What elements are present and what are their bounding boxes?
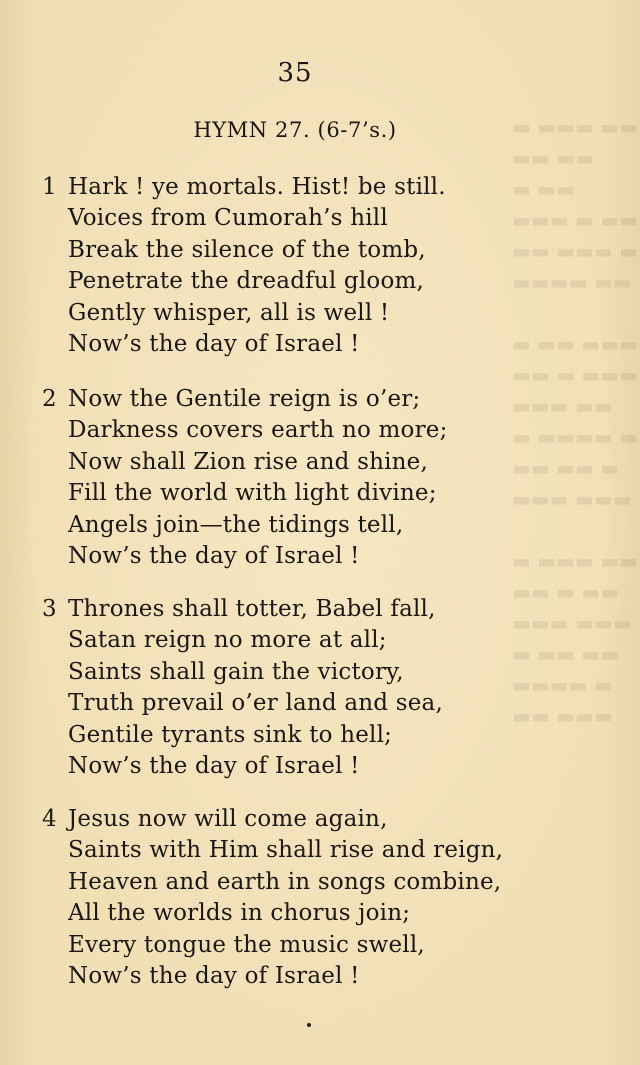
verse-line: Satan reign no more at all; (68, 627, 387, 653)
ink-speck (307, 1023, 311, 1027)
verse-line: Jesus now will come again, (68, 806, 388, 832)
verse-line: Every tongue the music swell, (68, 932, 425, 958)
verse-line: Now the Gentile reign is o’er; (68, 386, 421, 412)
verse-line: Truth prevail o’er land and sea, (68, 690, 443, 716)
verse-line: Break the silence of the tomb, (68, 237, 426, 263)
verse-number: 1 (42, 174, 57, 200)
verse-line: Gentile tyrants sink to hell; (68, 722, 393, 748)
verse-line: Now shall Zion rise and shine, (68, 449, 428, 475)
verse-line: Thrones shall totter, Babel fall, (68, 596, 436, 622)
page-number: 35 (277, 58, 313, 88)
verse-line: Now’s the day of Israel ! (68, 753, 360, 779)
verse-line: Fill the world with light divine; (68, 480, 437, 506)
verse-number: 3 (42, 596, 57, 622)
verse-number: 2 (42, 386, 57, 412)
hymn-title: HYMN 27. (6-7’s.) (193, 118, 397, 142)
verse-line: Heaven and earth in songs combine, (68, 869, 502, 895)
verse-number: 4 (42, 806, 57, 832)
bleed-through-text: ▬ ▬▬▬ ▬▬ ▬▬ ▬▬ ▬ ▬▬ ▬▬▬ ▬ ▬▬ ▬▬ ▬▬▬ ▬ ▬▬▬▬ ▬▬ ▬ ▬▬ ▬▬▬ ▬▬ ▬ ▬▬▬ ▬▬▬ ▬▬ ▬ ▬▬▬▬ ▬ ▬▬ ▬▬ ▬ ▬▬▬ ▬▬▬ ▬ ▬▬▬ ▬▬ ▬▬ ▬ ▬▬ ▬▬▬ ▬▬▬ ▬ ▬▬ ▬▬ ▬▬▬▬ ▬ ▬▬ ▬▬▬ (512, 115, 639, 728)
verse-line: Now’s the day of Israel ! (68, 963, 360, 989)
verse-line: Darkness covers earth no more; (68, 417, 448, 443)
verse-line: Now’s the day of Israel ! (68, 543, 360, 569)
verse-line: Saints shall gain the victory, (68, 659, 404, 685)
verse-line: Now’s the day of Israel ! (68, 331, 360, 357)
verse-line: All the worlds in chorus join; (68, 900, 411, 926)
verse-line: Angels join—the tidings tell, (68, 512, 404, 538)
verse-line: Saints with Him shall rise and reign, (68, 837, 504, 863)
verse-line: Voices from Cumorah’s hill (68, 205, 388, 231)
verse-line: Penetrate the dreadful gloom, (68, 268, 425, 294)
verse-line: Hark ! ye mortals. Hist! be still. (68, 174, 446, 200)
verse-line: Gently whisper, all is well ! (68, 300, 390, 326)
